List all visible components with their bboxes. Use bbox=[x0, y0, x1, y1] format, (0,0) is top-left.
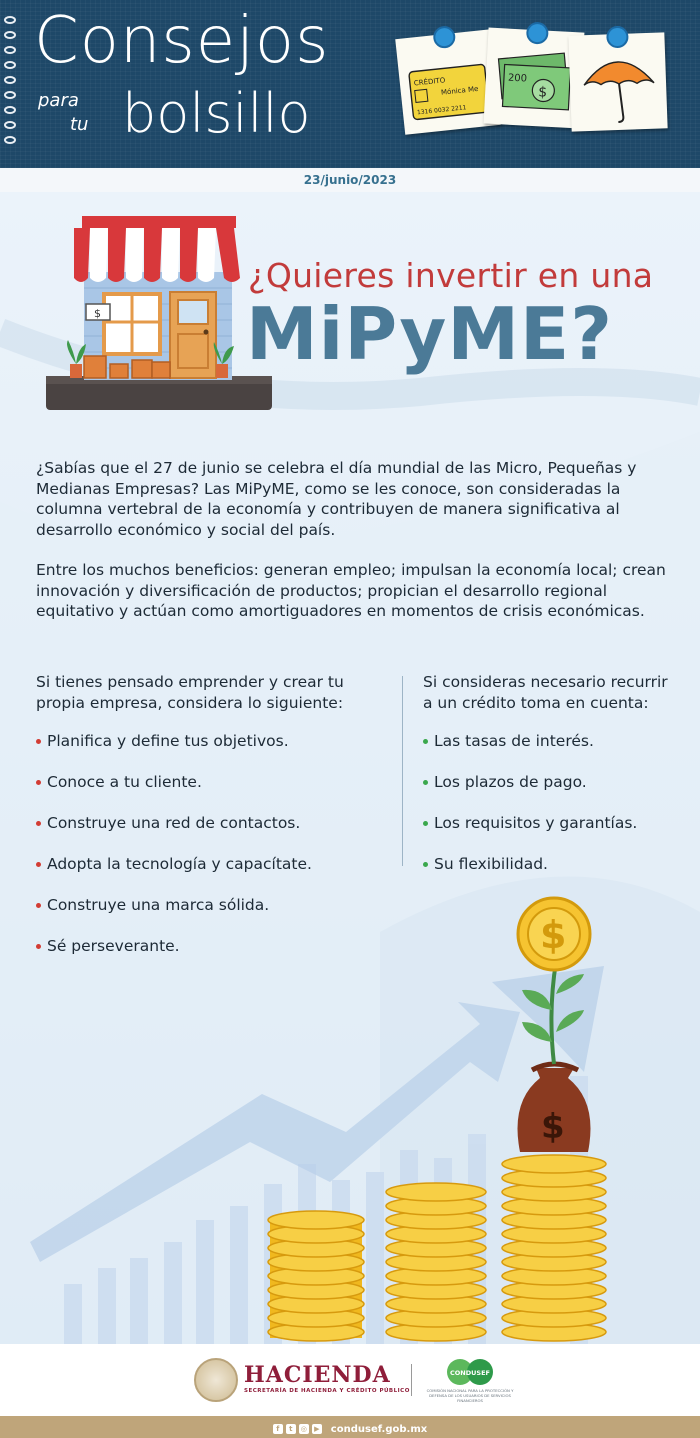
logo-divider bbox=[411, 1364, 412, 1396]
publication-date: 23/junio/2023 bbox=[303, 173, 397, 187]
coin-stack-right bbox=[502, 1155, 606, 1341]
bill-denomination: 200 bbox=[507, 72, 528, 85]
list-item: Construye una red de contactos. bbox=[36, 813, 386, 834]
credit-list bbox=[423, 731, 673, 875]
social-bar bbox=[0, 1416, 700, 1438]
list-item: Planifica y define tus objetivos. bbox=[36, 731, 386, 752]
list-item: Construye una marca sólida. bbox=[36, 895, 386, 916]
shop-illustration bbox=[44, 216, 276, 416]
conducef-subtitle: COMISIÓN NACIONAL PARA LA PROTECCIÓN Y DEFENSA DE LOS USUARIOS DE SERVICIOS FINANCIEROS bbox=[426, 1388, 514, 1403]
brand-title-bolsillo: bolsillo bbox=[122, 82, 311, 145]
conducef-logo-text: CONDUSEF bbox=[450, 1369, 490, 1377]
youtube-icon[interactable]: ▶ bbox=[312, 1424, 322, 1434]
header-banner bbox=[0, 0, 700, 168]
growth-illustration bbox=[0, 882, 700, 1344]
coin-stack-middle bbox=[386, 1183, 486, 1341]
bill-symbol: $ bbox=[537, 84, 548, 101]
dollar-coin-icon bbox=[518, 898, 590, 970]
website-link[interactable]: condusef.gob.mx bbox=[330, 1423, 428, 1435]
hacienda-logo-text: HACIENDA bbox=[244, 1362, 391, 1388]
pinned-notes bbox=[392, 22, 692, 152]
hacienda-subtitle: SECRETARÍA DE HACIENDA Y CRÉDITO PÚBLICO bbox=[244, 1388, 410, 1394]
coin-dollar-sign: $ bbox=[540, 913, 567, 957]
list-item: Los requisitos y garantías. bbox=[423, 813, 673, 834]
conducef-logo-icon bbox=[446, 1358, 494, 1386]
date-bar bbox=[0, 168, 700, 192]
coin-stack-left bbox=[268, 1211, 364, 1341]
title-question: ¿Quieres invertir en una bbox=[248, 256, 654, 295]
bag-dollar-sign: $ bbox=[541, 1107, 565, 1147]
list-item: Los plazos de pago. bbox=[423, 772, 673, 793]
card-holder: Mónica Me bbox=[440, 84, 479, 97]
shop-sign: $ bbox=[94, 307, 101, 320]
card-number: 1316 0032 2211 bbox=[416, 104, 467, 117]
list-item: Conoce a tu cliente. bbox=[36, 772, 386, 793]
brand-title-para: para bbox=[38, 90, 79, 111]
entrepreneur-intro: Si tienes pensado emprender y crear tu propia empresa, considera lo siguiente: bbox=[36, 673, 344, 712]
card-label: CRÉDITO bbox=[413, 76, 446, 88]
facebook-icon[interactable]: f bbox=[273, 1424, 283, 1434]
credit-tips bbox=[423, 672, 673, 895]
column-divider bbox=[402, 676, 403, 866]
notebook-spiral bbox=[4, 16, 18, 156]
note-umbrella bbox=[568, 32, 667, 131]
brand-title-tu: tu bbox=[70, 114, 89, 135]
mexico-seal-icon bbox=[194, 1358, 238, 1402]
footer-logos bbox=[0, 1344, 700, 1416]
twitter-icon[interactable]: t bbox=[286, 1424, 296, 1434]
list-item: Sé perseverante. bbox=[36, 936, 386, 957]
credit-intro: Si consideras necesario recurrir a un crédito toma en cuenta: bbox=[423, 673, 668, 712]
instagram-icon[interactable]: ◎ bbox=[300, 1425, 307, 1433]
title-mipyme: MiPyME? bbox=[246, 292, 613, 376]
main-content bbox=[0, 192, 700, 1344]
benefits-paragraph: Entre los muchos beneficios: generan empleo; impulsan la economía local; crean innovación y diversificación de productos; propician el desarrollo regional equitativo y actúan como amortiguadores en momentos de crisis económicas. bbox=[36, 561, 666, 620]
list-item: Su flexibilidad. bbox=[423, 854, 673, 875]
list-item: Adopta la tecnología y capacítate. bbox=[36, 854, 386, 875]
intro-paragraph: ¿Sabías que el 27 de junio se celebra el día mundial de las Micro, Pequeñas y Medianas Empresas? Las MiPyME, como se les conoce, son consideradas la columna vertebral de la economía y contribuyen de manera significativa al desarrollo económico y social del país. bbox=[36, 459, 637, 539]
brand-title-consejos: Consejos bbox=[34, 4, 330, 78]
list-item: Las tasas de interés. bbox=[423, 731, 673, 752]
